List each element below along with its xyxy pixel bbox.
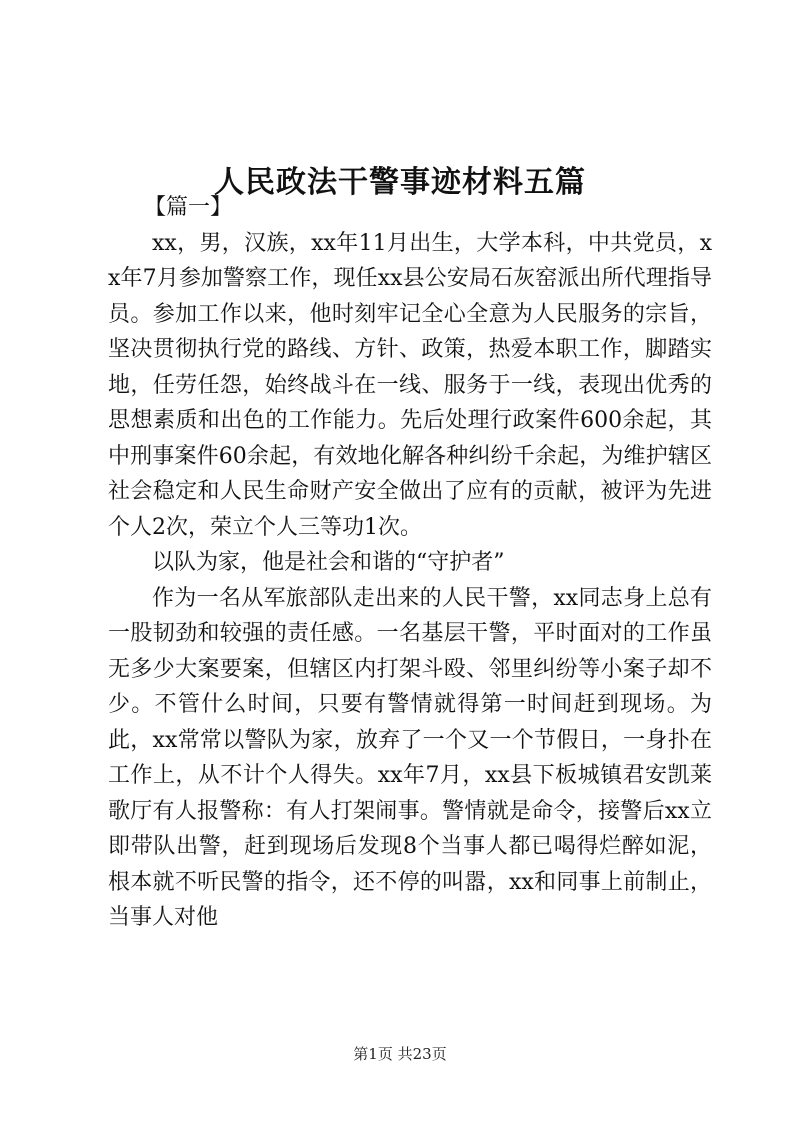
document-body — [108, 190, 712, 936]
document-title: 人民政法干警事迹材料五篇 — [214, 165, 586, 201]
section-heading: 【篇一】 — [144, 195, 233, 220]
paragraph-intro: xx，男，汉族，xx年11月出生，大学本科，中共党员，xx年7月参加警察工作，现任xx县公安局石灰窑派出所代理指导员。参加工作以来，他时刻牢记全心全意为人民服务的宗旨，坚决贯彻执行党的路线、方针、政策，热爱本职工作，脚踏实地，任劳任怨，始终战斗在一线、服务于一线，表现出优秀的思想素质和出色的工作能力。先后处理行政案件600余起，其中刑事案件60余起，有效地化解各种纠纷千余起，为维护辖区社会稳定和人民生命财产安全做出了应有的贡献，被评为先进个人2次，荣立个人三等功1次。 — [108, 230, 712, 540]
paragraph-story: 作为一名从军旅部队走出来的人民干警，xx同志身上总有一股韧劲和较强的责任感。一名基层干警，平时面对的工作虽无多少大案要案，但辖区内打架斗殴、邻里纠纷等小案子却不少。不管什么时间，只要有警情就得第一时间赶到现场。为此，xx常常以警队为家，放弃了一个又一个节假日，一身扑在工作上，从不计个人得失。xx年7月，xx县下板城镇君安凯莱歌厅有人报警称：有人打架闹事。警情就是命令，接警后xx立即带队出警，赶到现场后发现8个当事人都已喝得烂醉如泥，根本就不听民警的指令，还不停的叫嚣，xx和同事上前制止，当事人对他 — [108, 585, 712, 930]
page-footer: 第1页 共23页 — [353, 1045, 447, 1063]
subheading: 以队为家，他是社会和谐的“守护者” — [152, 550, 505, 575]
